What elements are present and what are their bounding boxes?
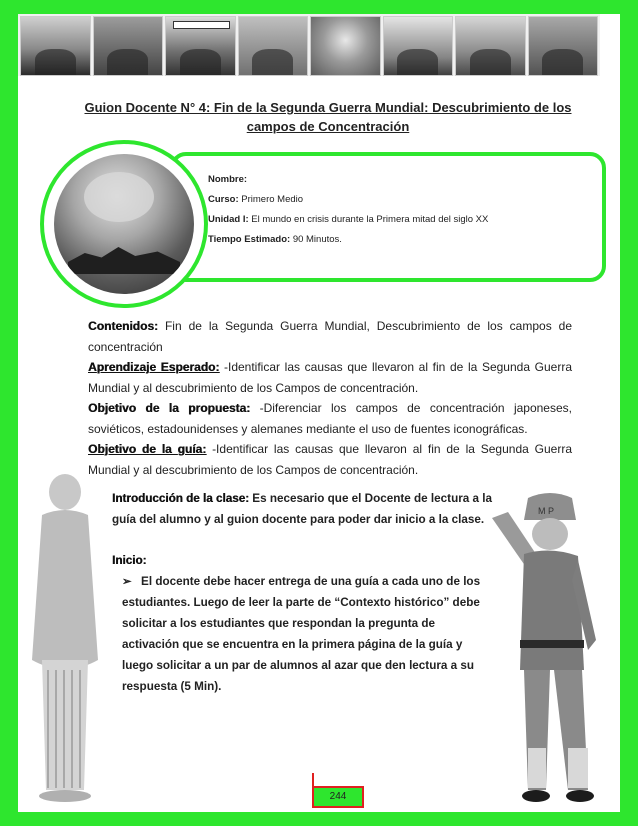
header-photo	[383, 16, 454, 76]
page-number: 244	[312, 786, 364, 808]
bullet-line-5: luego solicitar a un par de alumnos al azar que den lectura a su	[122, 659, 475, 672]
clase-section	[112, 488, 492, 697]
nombre-label: Nombre:	[208, 174, 248, 185]
intro-label: Introducción de la clase:	[112, 492, 250, 505]
bullet-line-3: solicitar a los estudiantes que respondan la pregunta de	[122, 617, 436, 630]
info-nombre	[208, 170, 488, 190]
soldier-left-image	[20, 470, 110, 806]
bullet-line-2: estudiantes. Luego de leer la parte de “Contexto histórico” debe	[122, 596, 480, 609]
header-photo	[20, 16, 91, 76]
circle-photo-frame	[40, 140, 208, 308]
header-photo	[455, 16, 526, 76]
info-box	[170, 152, 606, 282]
unidad-value: El mundo en crisis durante la Primera mitad del siglo XX	[251, 214, 489, 225]
info-tiempo	[208, 230, 488, 250]
header-photo	[93, 16, 164, 76]
bullet-line-4: activación que se encuentra en la primera página de la guía y	[122, 638, 463, 651]
content-section	[88, 316, 572, 480]
bullet-line-1: El docente debe hacer entrega de una guía a cada uno de los	[141, 575, 481, 588]
intro-line-1	[112, 488, 492, 509]
header-photo	[528, 16, 599, 76]
tiempo-value: 90 Minutos.	[292, 234, 342, 245]
objetivo-guia-label: Objetivo de la guía:	[88, 442, 207, 456]
aprendizaje-label: Aprendizaje Esperado:	[88, 360, 220, 374]
objetivo-guia-text: -Identificar las causas que llevaron al fin de la Segunda Guerra Mundial y al descubrimiento de los Campos de concentración.	[88, 442, 572, 477]
soldier-right-image	[488, 490, 606, 810]
header-photo	[310, 16, 381, 76]
header-photo	[165, 16, 236, 76]
contenidos-text: Fin de la Segunda Guerra Mundial, Descubrimiento de los campos de concentración	[88, 319, 572, 354]
objetivo-guia-paragraph	[88, 439, 572, 480]
info-unidad	[208, 210, 488, 230]
curso-value: Primero Medio	[241, 194, 304, 205]
info-list	[208, 170, 488, 250]
intro-line-2: guía del alumno y al guion docente para poder dar inicio a la clase.	[112, 513, 485, 526]
tiempo-label: Tiempo Estimado:	[208, 234, 291, 245]
objetivo-propuesta-text: -Diferenciar los campos de concentración japoneses, soviéticos, estadounidenses y alemanes mediante el uso de fuentes iconográficas.	[88, 401, 572, 436]
objetivo-propuesta-paragraph	[88, 398, 572, 439]
contenidos-label: Contenidos:	[88, 319, 158, 333]
inicio-label: Inicio:	[112, 554, 147, 567]
page-title: Guion Docente N° 4: Fin de la Segunda Guerra Mundial: Descubrimiento de los campos de Concentración	[84, 100, 572, 134]
bullet-line-6: respuesta (5 Min).	[122, 680, 222, 693]
aprendizaje-paragraph	[88, 357, 572, 398]
aprendizaje-text: -Identificar las causas que llevaron al fin de la Segunda Guerra Mundial y al descubrimiento de los Campos de concentración.	[88, 360, 572, 395]
war-photo	[54, 154, 194, 294]
unidad-label: Unidad I:	[208, 214, 249, 225]
objetivo-propuesta-label: Objetivo de la propuesta:	[88, 401, 251, 415]
curso-label: Curso:	[208, 194, 239, 205]
header-photo	[238, 16, 309, 76]
info-curso	[208, 190, 488, 210]
svg-text:M P: M P	[538, 506, 555, 516]
header-photo-strip	[18, 14, 600, 76]
contenidos-paragraph	[88, 316, 572, 357]
inicio-bullet	[112, 571, 492, 592]
arrow-bullet-icon: ➢	[122, 575, 132, 588]
intro-text-1: Es necesario que el Docente de lectura a la	[252, 492, 492, 505]
